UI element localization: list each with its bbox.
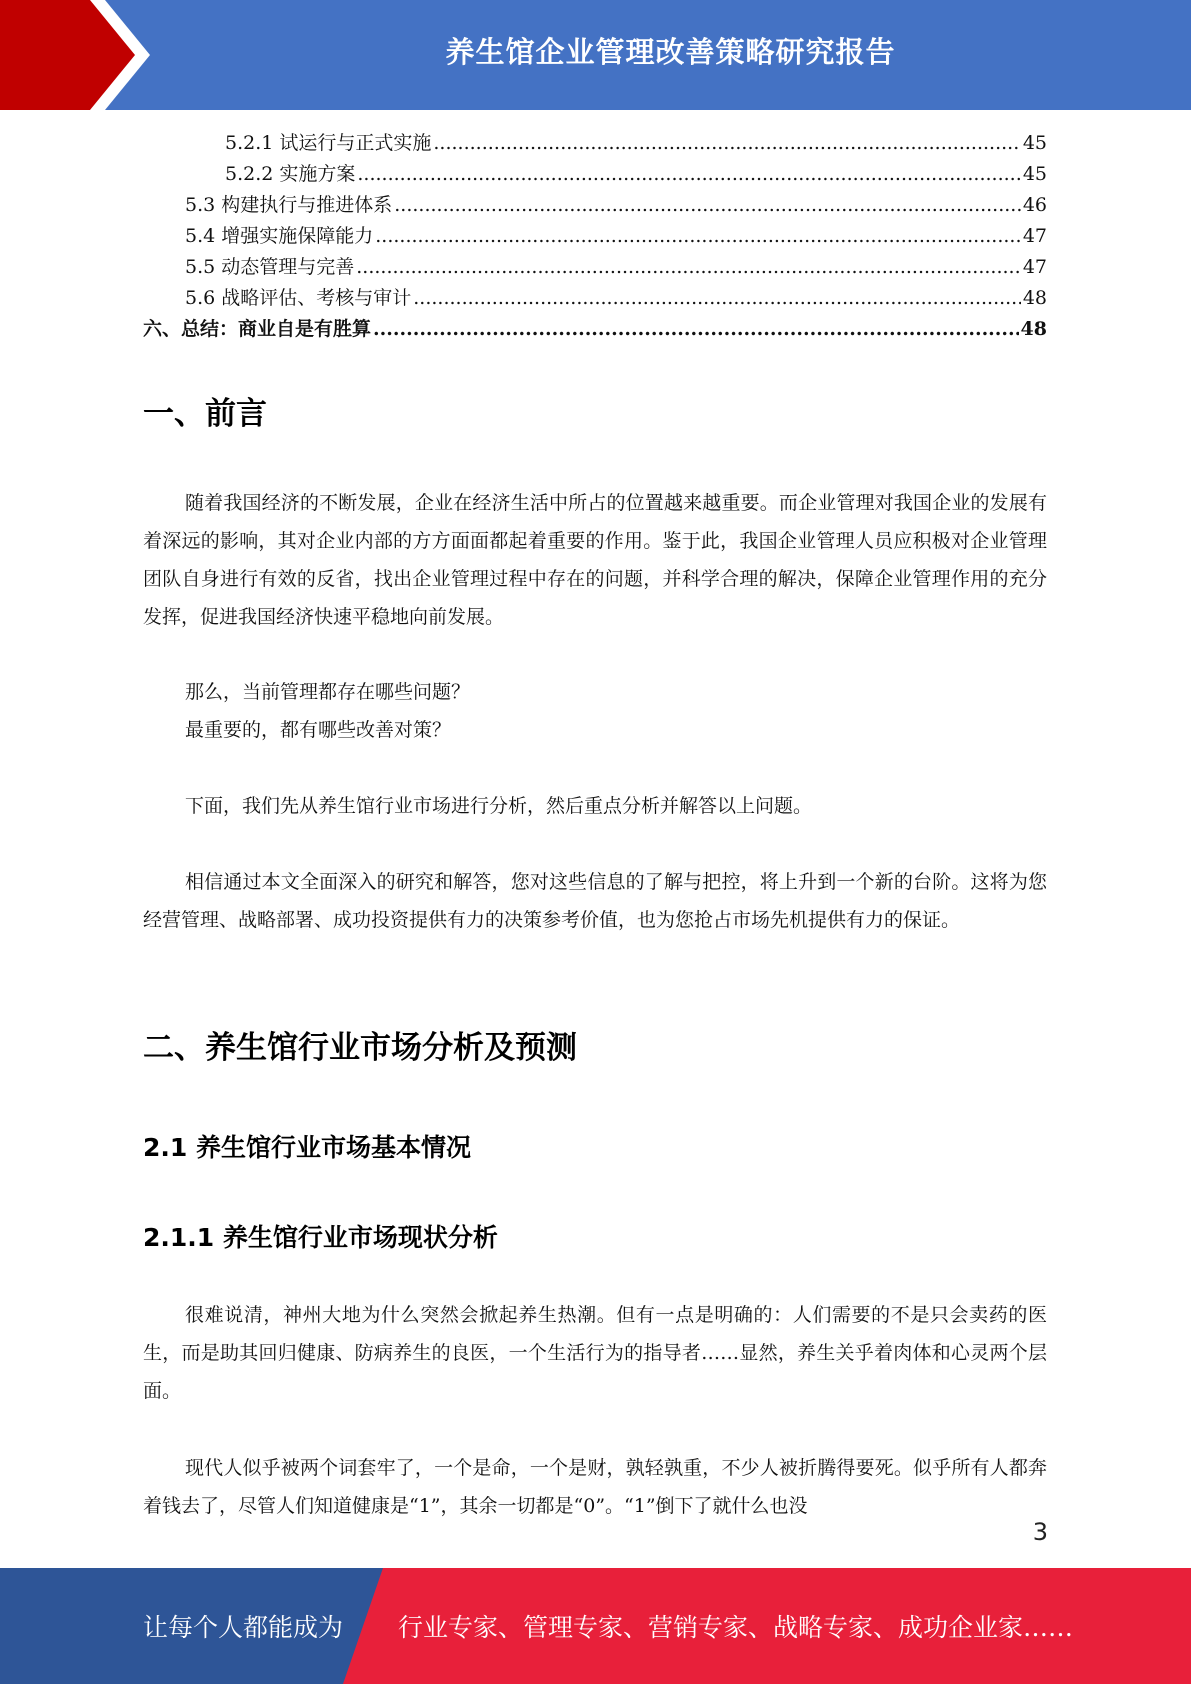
subsection-heading: 2.1.1 养生馆行业市场现状分析 bbox=[143, 1223, 498, 1252]
toc-entry-page: 47 bbox=[1022, 225, 1047, 247]
toc-entry-label: 5.2.1 试运行与正式实施 bbox=[225, 132, 432, 154]
toc-entry-page: 47 bbox=[1022, 256, 1047, 278]
toc-entry-page: 46 bbox=[1022, 194, 1047, 216]
section-heading: 二、养生馆行业市场分析及预测 bbox=[143, 1030, 577, 1066]
body-paragraph: 现代人似乎被两个词套牢了，一个是命，一个是财，孰轻孰重，不少人被折腾得要死。似乎所有人都奔着钱去了，尽管人们知道健康是“1”，其余一切都是“0”。“1”倒下了就什么也没 bbox=[143, 1457, 1047, 1517]
question-line: 最重要的，都有哪些改善对策？ bbox=[185, 719, 452, 741]
toc-leader bbox=[356, 252, 1021, 283]
body-paragraph: 随着我国经济的不断发展，企业在经济生活中所占的位置越来越重要。而企业管理对我国企业的发展有着深远的影响，其对企业内部的方方面面都起着重要的作用。鉴于此，我国企业管理人员应积极对企业管理团队自身进行有效的反省，找出企业管理过程中存在的问题，并科学合理的解决，保障企业管理作用的充分发挥，促进我国经济快速平稳地向前发展。 bbox=[143, 492, 1047, 628]
footer-slogan-left: 让每个人都能成为 bbox=[143, 1613, 344, 1642]
toc-entry[interactable] bbox=[143, 314, 1047, 345]
toc-leader bbox=[413, 283, 1021, 314]
footer-slogan-right: 行业专家、管理专家、营销专家、战略专家、成功企业家…… bbox=[398, 1613, 1074, 1642]
toc-entry[interactable] bbox=[143, 159, 1047, 190]
toc-entry[interactable] bbox=[143, 252, 1047, 283]
table-of-contents bbox=[143, 128, 1047, 345]
toc-entry-label: 5.4 增强实施保障能力 bbox=[185, 225, 374, 247]
toc-entry-page: 45 bbox=[1022, 163, 1047, 185]
section-heading: 一、前言 bbox=[143, 396, 267, 432]
toc-entry-label: 5.2.2 实施方案 bbox=[225, 163, 356, 185]
toc-entry-label: 5.5 动态管理与完善 bbox=[185, 256, 355, 278]
subsection-heading: 2.1 养生馆行业市场基本情况 bbox=[143, 1133, 471, 1162]
toc-entry-page: 45 bbox=[1022, 132, 1047, 154]
body-paragraph: 相信通过本文全面深入的研究和解答，您对这些信息的了解与把控，将上升到一个新的台阶。这将为您经营管理、战略部署、成功投资提供有力的决策参考价值，也为您抢占市场先机提供有力的保证。 bbox=[143, 871, 1047, 931]
page-footer bbox=[0, 1568, 1191, 1684]
question-line: 那么，当前管理都存在哪些问题？ bbox=[185, 681, 471, 703]
toc-entry[interactable] bbox=[143, 128, 1047, 159]
toc-entry-page: 48 bbox=[1022, 287, 1047, 309]
toc-entry[interactable] bbox=[143, 283, 1047, 314]
toc-leader bbox=[394, 190, 1021, 221]
toc-entry-page: 48 bbox=[1020, 318, 1047, 340]
page-header bbox=[0, 0, 1191, 110]
body-paragraph: 很难说清，神州大地为什么突然会掀起养生热潮。但有一点是明确的：人们需要的不是只会卖药的医生，而是助其回归健康、防病养生的良医，一个生活行为的指导者……显然，养生关乎着肉体和心灵两个层面。 bbox=[143, 1304, 1047, 1402]
body-paragraph: 下面，我们先从养生馆行业市场进行分析，然后重点分析并解答以上问题。 bbox=[185, 795, 813, 817]
toc-entry-label: 5.6 战略评估、考核与审计 bbox=[185, 287, 412, 309]
toc-leader bbox=[433, 128, 1020, 159]
toc-leader bbox=[375, 221, 1021, 252]
toc-leader bbox=[357, 159, 1020, 190]
toc-leader bbox=[373, 314, 1019, 345]
toc-entry-label: 六、总结：商业自是有胜算 bbox=[143, 318, 372, 340]
header-title: 养生馆企业管理改善策略研究报告 bbox=[445, 34, 896, 69]
toc-entry[interactable] bbox=[143, 190, 1047, 221]
toc-entry[interactable] bbox=[143, 221, 1047, 252]
toc-entry-label: 5.3 构建执行与推进体系 bbox=[185, 194, 393, 216]
page-number: 3 bbox=[1032, 1518, 1048, 1546]
